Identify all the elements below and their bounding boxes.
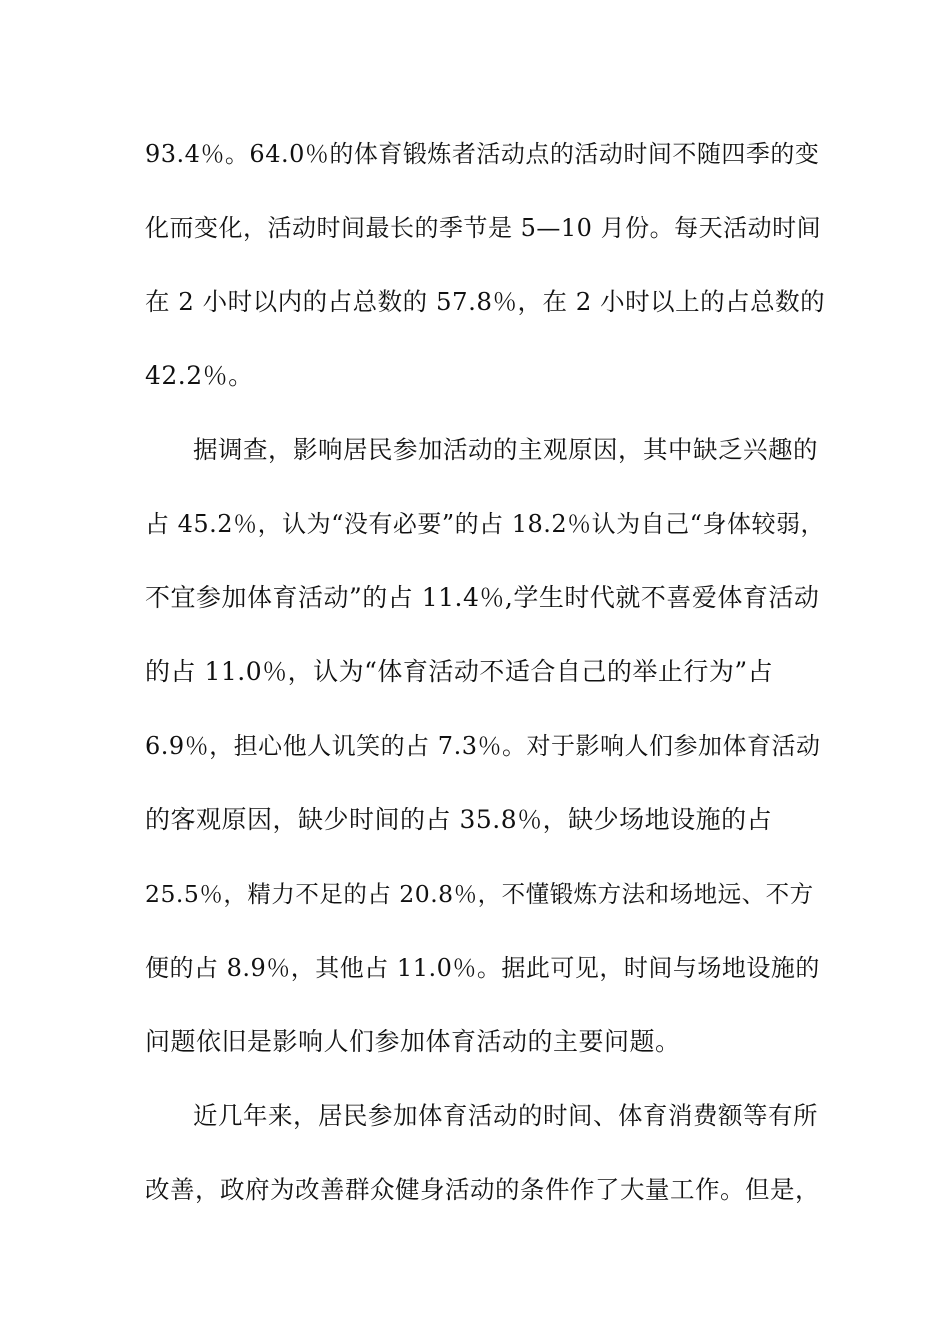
paragraph-2-line-6: 的客观原因，缺少时间的占 35.8％，缺少场地设施的占 xyxy=(145,805,773,834)
paragraph-2-line-8: 便的占 8.9％，其他占 11.0％。据此可见，时间与场地设施的 xyxy=(145,954,820,982)
paragraph-1-line-1: 93.4％。64.0％的体育锻炼者活动点的活动时间不随四季的变 xyxy=(145,140,820,168)
paragraph-2-line-1: 据调查，影响居民参加活动的主观原因，其中缺乏兴趣的 xyxy=(193,435,818,464)
paragraph-2-line-3: 不宜参加体育活动”的占 11.4％,学生时代就不喜爱体育活动 xyxy=(145,583,820,612)
paragraph-2-line-2: 占 45.2％，认为“没有必要”的占 18.2％认为自己“身体较弱， xyxy=(145,510,825,538)
paragraph-2-line-9: 问题依旧是影响人们参加体育活动的主要问题。 xyxy=(145,1027,681,1056)
paragraph-1-line-3: 在 2 小时以内的占总数的 57.8％，在 2 小时以上的占总数的 xyxy=(145,287,826,316)
paragraph-3-line-2: 改善，政府为改善群众健身活动的条件作了大量工作。但是， xyxy=(145,1175,820,1204)
paragraph-1-line-4: 42.2％。 xyxy=(145,361,254,390)
paragraph-2-line-4: 的占 11.0％，认为“体育活动不适合自己的举止行为”占 xyxy=(145,657,774,686)
paragraph-3-line-1: 近几年来，居民参加体育活动的时间、体育消费额等有所 xyxy=(193,1101,818,1130)
paragraph-2-line-5: 6.9％，担心他人讥笑的占 7.3％。对于影响人们参加体育活动 xyxy=(145,732,821,760)
paragraph-2-line-7: 25.5％，精力不足的占 20.8％，不懂锻炼方法和场地远、不方 xyxy=(145,880,814,908)
paragraph-1-line-2: 化而变化，活动时间最长的季节是 5—10 月份。每天活动时间 xyxy=(145,214,822,242)
